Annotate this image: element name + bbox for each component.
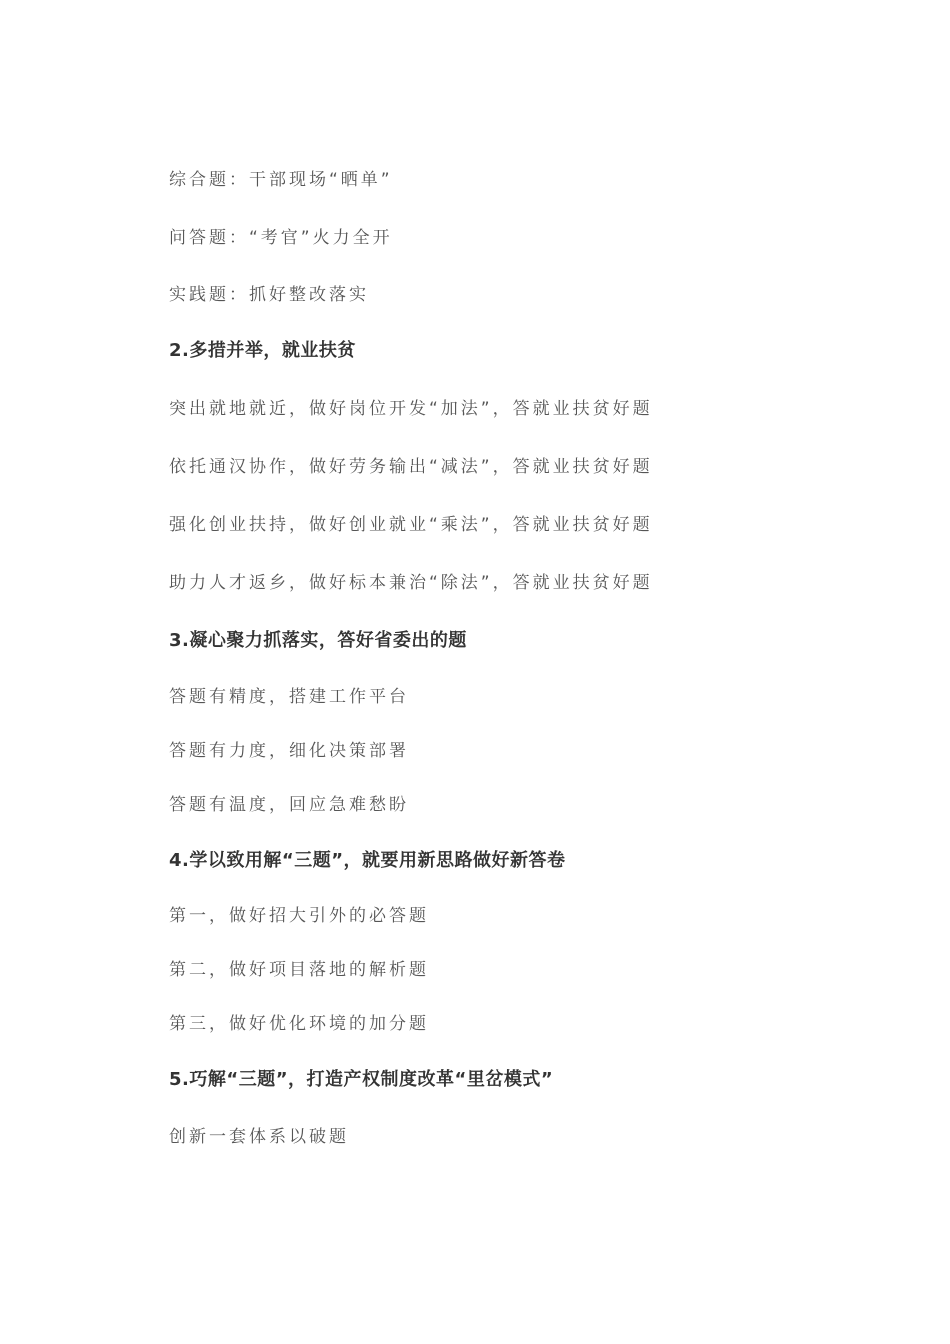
subheading-line: 突出就地就近，做好岗位开发“加法”，答就业扶贫好题 <box>169 399 653 419</box>
section-heading: 2.多措并举，就业扶贫 <box>169 340 356 361</box>
subheading-line: 综合题：干部现场“晒单” <box>169 170 393 190</box>
subheading-line: 依托通汉协作，做好劳务输出“减法”，答就业扶贫好题 <box>169 457 653 477</box>
section-heading: 3.凝心聚力抓落实，答好省委出的题 <box>169 630 467 651</box>
section-heading: 5.巧解“三题”，打造产权制度改革“里岔模式” <box>169 1069 554 1090</box>
subheading-line: 第三，做好优化环境的加分题 <box>169 1014 429 1034</box>
subheading-line: 答题有精度，搭建工作平台 <box>169 687 409 707</box>
section-heading: 4.学以致用解“三题”，就要用新思路做好新答卷 <box>169 850 566 871</box>
subheading-line: 实践题：抓好整改落实 <box>169 285 369 305</box>
subheading-line: 第二，做好项目落地的解析题 <box>169 960 429 980</box>
subheading-line: 答题有力度，细化决策部署 <box>169 741 409 761</box>
subheading-line: 问答题：“考官”火力全开 <box>169 228 393 248</box>
subheading-line: 强化创业扶持，做好创业就业“乘法”，答就业扶贫好题 <box>169 515 653 535</box>
subheading-line: 第一，做好招大引外的必答题 <box>169 906 429 926</box>
subheading-line: 助力人才返乡，做好标本兼治“除法”，答就业扶贫好题 <box>169 573 653 593</box>
subheading-line: 创新一套体系以破题 <box>169 1127 349 1147</box>
subheading-line: 答题有温度，回应急难愁盼 <box>169 795 409 815</box>
